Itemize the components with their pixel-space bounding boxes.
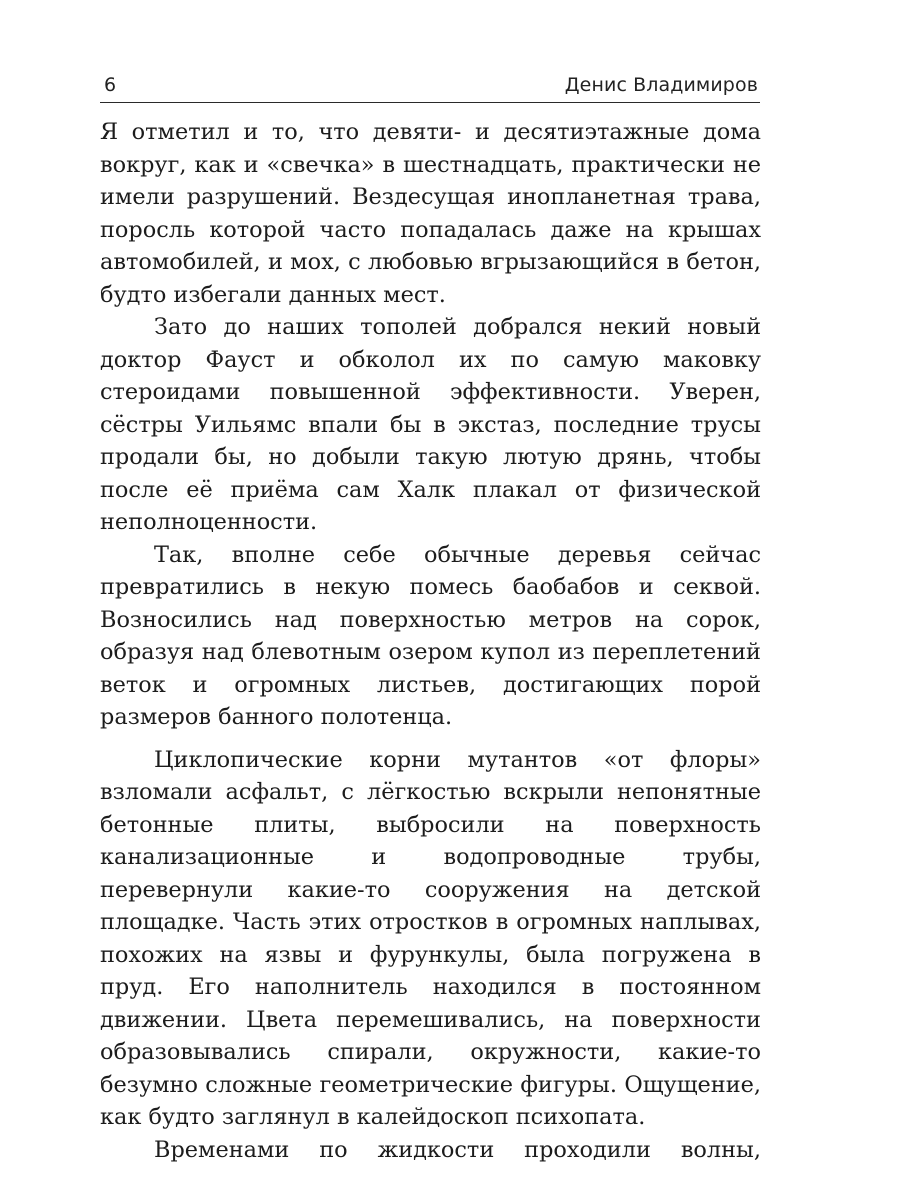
author-name: Денис Владимиров <box>564 74 758 96</box>
page-number: 6 <box>104 74 117 96</box>
running-header <box>100 70 760 103</box>
paragraph: Я отметил и то, что девяти- и десятиэтажные дома вокруг, как и «свечка» в шестнадцать, практически не имели разрушений. Вездесущая инопланетная трава, поросль которой часто попадалась даже на крышах автомобилей, и мох, с любовью вгрызающийся в бетон, будто избегали данных мест. <box>100 119 761 308</box>
paragraph: Так, вполне себе обычные деревья сейчас превратились в некую помесь баобабов и секвой. Возносились над поверхностью метров на сорок, образуя над блевотным озером купол из переплетений веток и огромных листьев, достигающих порой размеров банного полотенца. <box>100 541 761 730</box>
body-text <box>100 116 761 1166</box>
paragraph: Временами по жидкости проходили волны, <box>154 1136 761 1163</box>
paragraph: Циклопические корни мутантов «от флоры» взломали асфальт, с лёгкостью вскрыли непонятные бетонные плиты, выбросили на поверхность канализационные и водопроводные трубы, перевернули какие-то сооружения на детской площадке. Часть этих отростков в огромных наплывах, похожих на язвы и фурункулы, была погружена в пруд. Его наполнитель находился в постоянном движении. Цвета перемешивались, на поверхности образовывались спирали, окружности, какие-то безумно сложные геометрические фигуры. Ощущение, как будто заглянул в калейдоскоп психопата. <box>100 746 761 1130</box>
paragraph: Зато до наших тополей добрался некий новый доктор Фауст и обколол их по самую маковку стероидами повышенной эффективности. Уверен, сёстры Уильямс впали бы в экстаз, последние трусы продали бы, но добыли такую лютую дрянь, чтобы после её приёма сам Халк плакал от физической неполноценности. <box>100 314 761 535</box>
